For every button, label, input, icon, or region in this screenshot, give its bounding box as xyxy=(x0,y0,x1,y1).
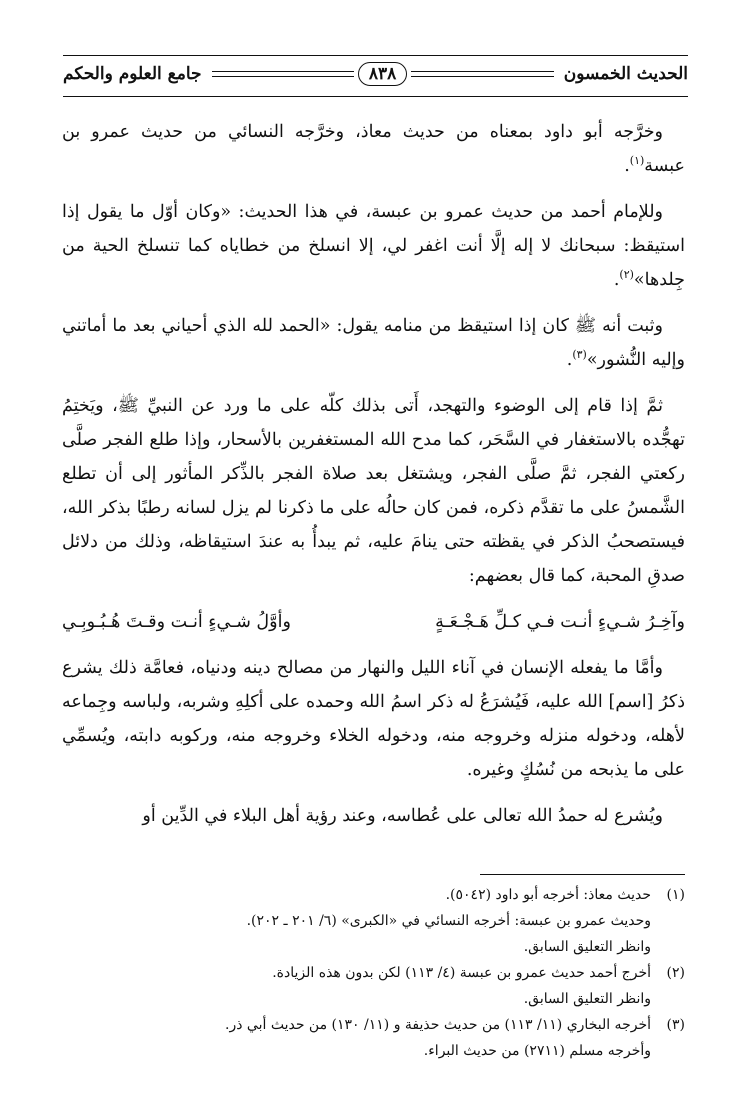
footnote-ref-2: (٢) xyxy=(619,268,634,282)
book-title: جامع العلوم والحكم xyxy=(63,64,202,84)
footnote-text: وأخرجه مسلم (٢٧١١) من حديث البراء. xyxy=(423,1043,651,1059)
paragraph-2-end: . xyxy=(613,270,620,290)
header-top-rule xyxy=(63,55,688,56)
footnote-number: (٢) xyxy=(666,965,685,981)
paragraph-1-end: . xyxy=(624,156,630,176)
poetry-verse xyxy=(62,605,685,639)
verse-first-hemistich: وآخِـرُ شـيءٍ أنـت فـي كـلِّ هَـجْـعَـةٍ xyxy=(435,612,685,632)
footnote-text: وانظر التعليق السابق. xyxy=(523,991,651,1007)
footnote-text: أخرج أحمد حديث عمرو بن عبسة (٤/ ١١٣) لكن بدون هذه الزيادة. xyxy=(272,965,651,981)
footnote-number: (١) xyxy=(666,887,685,903)
footnote-text: وانظر التعليق السابق. xyxy=(523,939,651,955)
paragraph-2-text: وللإمام أحمد من حديث عمرو بن عبسة، في هذا الحديث: «وكان أوّل ما يقول إذا استيقظ: سبحانك لا إله إلَّا أنت اغفر لي، إلا انسلخ من خطاياه كما تنسلخ الحية من جِلدها» xyxy=(62,202,685,290)
chapter-title: الحديث الخمسون xyxy=(563,64,688,84)
footnote-text: حديث معاذ: أخرجه أبو داود (٥٠٤٢). xyxy=(445,887,651,903)
header-double-line-left xyxy=(212,71,354,77)
footnote-separator xyxy=(480,874,685,875)
header-double-line-right xyxy=(411,71,553,77)
header-ornament xyxy=(212,62,554,86)
paragraph-4: ثمَّ إذا قام إلى الوضوء والتهجد، أَتى بذلك كلّه على ما ورد عن النبيِّ ﷺ، ويَختِمُ تهجُّده بالاستغفار في السَّحَر، كما مدح الله المستغفرين بالأسحار، وإذا طلع الفجر صلَّى ركعتي الفجر، ثمَّ صلَّى الفجر، ويشتغل بعد صلاة الفجر بالذِّكر المأثور إلى أن تطلع الشَّمسُ على ما تقدَّم ذكره، فمن كان حالُه على ما ذكرنا لم يزل لسانه رطبًا بذكر الله، فيستصحبُ الذكر في يقظته حتى ينامَ عليه، ثم يبدأُ به عندَ استيقاظه، وذلك من دلائل صدقِ المحبة، كما قال بعضهم: xyxy=(62,396,685,586)
paragraph-1 xyxy=(62,115,685,183)
paragraph-3 xyxy=(62,309,685,377)
main-text xyxy=(62,115,685,845)
footnote-ref-3: (٣) xyxy=(572,348,587,362)
paragraph-6: ويُشرع له حمدُ الله تعالى على عُطاسه، وعند رؤية أهل البلاء في الدِّين أو xyxy=(142,806,663,826)
footnote-1 xyxy=(62,882,685,908)
paragraph-1-text: وخرَّجه أبو داود بمعناه من حديث معاذ، وخرَّجه النسائي من حديث عمرو بن عبسة xyxy=(62,122,685,176)
footnotes xyxy=(62,882,685,1064)
header-row xyxy=(63,58,688,90)
paragraph-3-text: وثبت أنه ﷺ كان إذا استيقظ من منامه يقول: «الحمد لله الذي أحياني بعد ما أماتني وإليه النُّشور» xyxy=(62,316,685,370)
footnote-2 xyxy=(62,960,685,986)
paragraph-5: وأمَّا ما يفعله الإنسان في آناء الليل والنهار من مصالح دينه ودنياه، فعامَّة ذلك يشرع ذكرُ [اسم] الله عليه، فَيُشرَعُ له ذكر اسمُ الله وحمده على أكلِهِ وشربه، ولباسه وجِماعه لأهله، ودخوله منزله وخروجه منه، ودخوله الخلاء وخروجه منه، وركوبه دابته، ويُسمِّي على ما يذبحه من نُسُكٍ وغيره. xyxy=(62,658,685,780)
page-header xyxy=(63,50,688,100)
paragraph-3-end: . xyxy=(566,350,573,370)
footnote-3 xyxy=(62,1012,685,1038)
paragraph-2 xyxy=(62,195,685,297)
footnote-text: أخرجه البخاري (١١/ ١١٣) من حديث حذيفة و (١١/ ١٣٠) من حديث أبي ذر. xyxy=(225,1017,651,1033)
verse-second-hemistich: وأوَّلُ شـيءٍ أنـت وقـتَ هُـبُـوبِـي xyxy=(62,612,291,632)
footnote-number: (٣) xyxy=(666,1017,685,1033)
footnote-ref-1: (١) xyxy=(629,154,645,168)
footnote-text: وحديث عمرو بن عبسة: أخرجه النسائي في «الكبرى» (٦/ ٢٠١ ـ ٢٠٢). xyxy=(246,913,651,929)
header-bottom-rule xyxy=(63,96,688,97)
page-number: ٨٣٨ xyxy=(358,62,407,86)
